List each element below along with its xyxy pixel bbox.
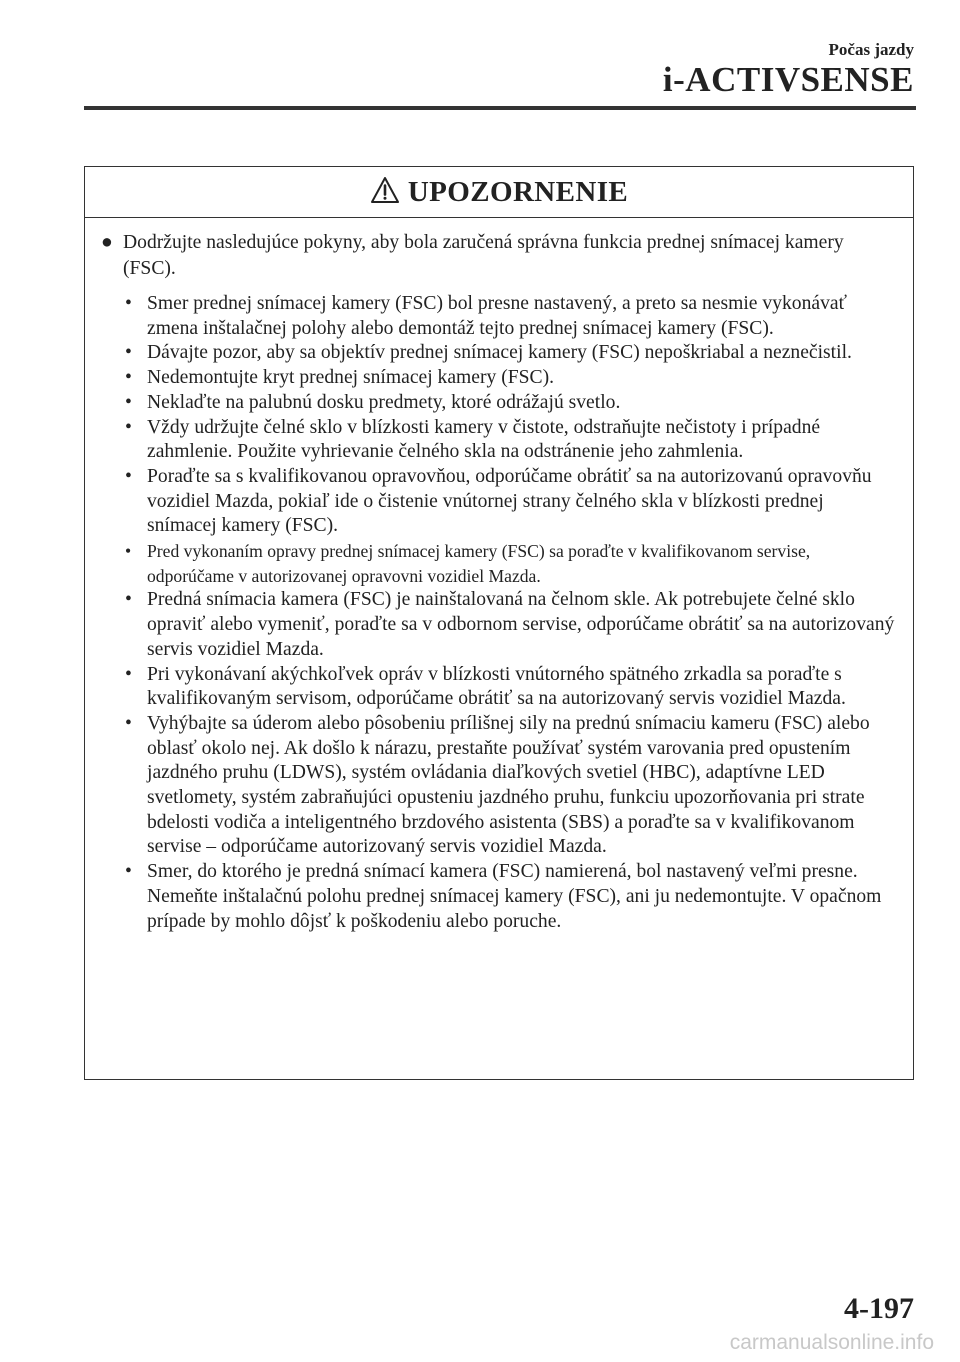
list-item [123, 860, 897, 934]
list-item-text: Pred vykonaním opravy prednej snímacej kamery (FSC) sa poraďte v kvalifikovanom servise, odporúčame v autorizovanej opravovni vozidiel Mazda. [147, 541, 811, 586]
list-item [123, 588, 897, 662]
sub-bullet: • [125, 663, 132, 685]
list-item-text: Smer prednej snímacej kamery (FSC) bol presne nastavený, a preto sa nesmie vykonávať zmena inštalačnej polohy alebo demontáž tejto prednej snímacej kamery (FSC). [147, 293, 847, 339]
sub-bullet: • [125, 541, 132, 562]
warning-box [84, 166, 914, 1080]
sub-bullet: • [125, 416, 132, 438]
list-item-text: Vyhýbajte sa úderom alebo pôsobeniu prílišnej sily na prednú snímaciu kameru (FSC) alebo oblasť okolo nej. Ak došlo k nárazu, prestaňte používať systém varovania pred opustením jazdného pruhu (LDWS), systém ovládania diaľkových svetiel (HBC), adaptívne LED svetlomety, systém zabraňujúci opusteniu jazdného pruhu, funkciu upozorňovania pri strate bdelosti vodiča a inteligentného brzdového asistenta (SBS) a poraďte sa v kvalifikovanom servise – odporúčame autorizovaný servis vozidiel Mazda. [147, 712, 870, 858]
sub-instruction-list [99, 292, 897, 934]
sub-bullet: • [125, 342, 132, 364]
list-item-text: Dávajte pozor, aby sa objektív prednej snímacej kamery (FSC) nepoškriabal a neznečistil. [147, 342, 852, 364]
main-instruction [99, 230, 897, 281]
sub-bullet: • [125, 367, 132, 389]
warning-body [85, 218, 913, 934]
warning-triangle-icon [370, 176, 400, 209]
header-divider [84, 106, 916, 110]
list-item [123, 465, 897, 539]
watermark: carmanualsonline.info [729, 1331, 934, 1354]
list-item [123, 366, 897, 391]
main-bullet: ● [101, 232, 113, 253]
warning-header [85, 167, 913, 218]
sub-bullet: • [125, 712, 132, 734]
list-item-text: Smer, do ktorého je predná snímací kamera (FSC) namierená, bol nastavený veľmi presne. Nemeňte inštalačnú polohu prednej snímacej kamery (FSC), ani ju nedemontujte. V opačnom prípade by mohlo dôjsť k poškodeniu alebo poruche. [147, 861, 882, 932]
sub-bullet: • [125, 293, 132, 314]
page-number: 4-197 [844, 1292, 914, 1325]
list-item-text: Pri vykonávaní akýchkoľvek opráv v blízkosti vnútorného spätného zrkadla sa poraďte s kvalifikovaným servisom, odporúčame obrátiť sa na autorizovaný servis vozidiel Mazda. [147, 663, 846, 710]
sub-bullet: • [125, 861, 132, 883]
list-item [123, 292, 897, 341]
list-item [123, 712, 897, 860]
list-item-text: Vždy udržujte čelné sklo v blízkosti kamery v čistote, odstraňujte nečistoty i prípadné zahmlenie. Použite vyhrievanie čelného skla na odstránenie jeho zahmlenia. [147, 416, 821, 463]
list-item [123, 391, 897, 416]
list-item [123, 341, 897, 366]
page-title: i-ACTIVSENSE [662, 60, 914, 99]
main-instruction-text: Dodržujte nasledujúce pokyny, aby bola zaručená správna funkcia prednej snímacej kamery (FSC). [123, 232, 844, 279]
list-item-text: Predná snímacia kamera (FSC) je nainštalovaná na čelnom skle. Ak potrebujete čelné sklo opraviť alebo vymeniť, poraďte sa v odbornom servise, odporúčame obrátiť sa na autorizovaný servis vozidiel Mazda. [147, 589, 895, 660]
sub-bullet: • [125, 465, 132, 487]
sub-bullet: • [125, 391, 132, 413]
list-item [123, 663, 897, 712]
sub-bullet: • [125, 589, 132, 611]
list-item [123, 539, 897, 588]
list-item-text: Nedemontujte kryt prednej snímacej kamery (FSC). [147, 367, 555, 389]
list-item-text: Poraďte sa s kvalifikovanou opravovňou, odporúčame obrátiť sa na autorizovanú opravovňu vozidiel Mazda, pokiaľ ide o čistenie vnútornej strany čelného skla v blízkosti prednej snímacej kamery (FSC). [147, 465, 872, 537]
list-item [123, 416, 897, 465]
list-item-text: Neklaďte na palubnú dosku predmety, ktoré odrážajú svetlo. [147, 391, 621, 413]
warning-title: UPOZORNENIE [407, 175, 629, 208]
section-label: Počas jazdy [828, 40, 914, 59]
